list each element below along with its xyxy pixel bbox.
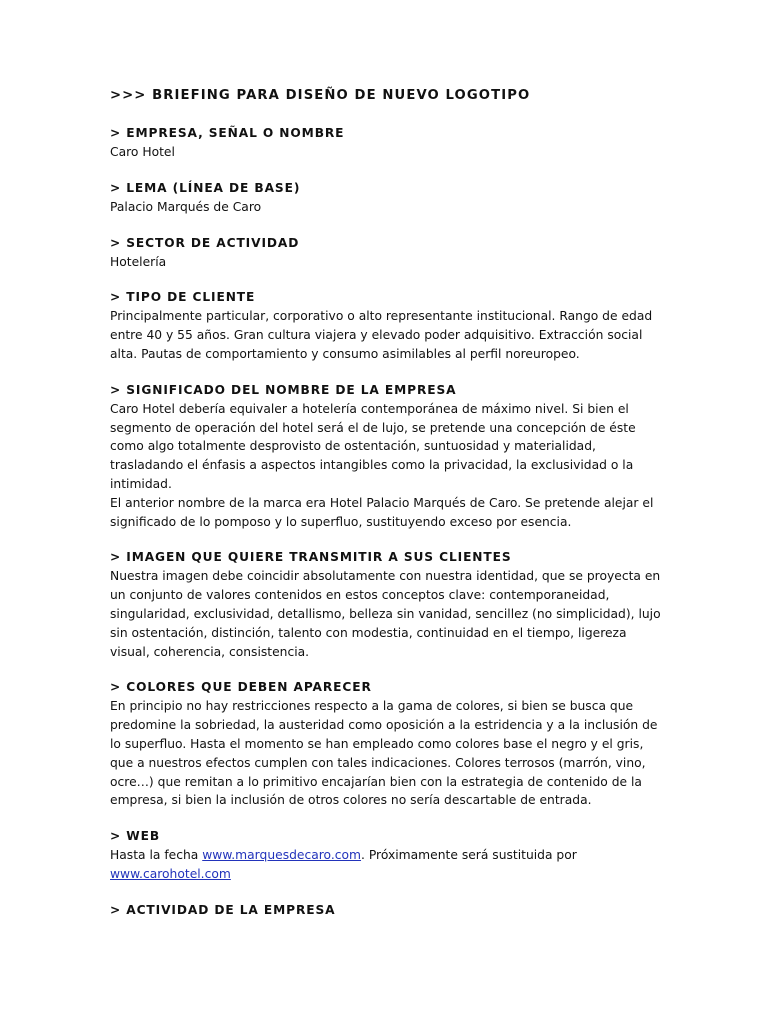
- section-text: Caro Hotel debería equivaler a hotelería contemporánea de máximo nivel. Si bien el segmento de operación del hotel será el de lujo, se pretende una concepción de éste como algo totalmente desprovisto de ostentación, suntuosidad y materialidad, trasladando el énfasis a aspectos intangibles como la privacidad, la exclusividad o la intimidad.: [110, 401, 636, 491]
- section-heading: > LEMA (LÍNEA DE BASE): [110, 180, 301, 195]
- web-text: [110, 846, 662, 884]
- section-significado: [110, 381, 662, 532]
- section-imagen: [110, 548, 662, 661]
- web-link-marquesdecaro[interactable]: www.marquesdecaro.com: [202, 848, 362, 863]
- section-heading: > ACTIVIDAD DE LA EMPRESA: [110, 902, 336, 917]
- section-text: Nuestra imagen debe coincidir absolutamente con nuestra identidad, que se proyecta en un conjunto de valores contenidos en estos conceptos clave: contemporaneidad, singularidad, exclusividad, detallismo, belleza sin vanidad, sencillez (no simplicidad), lujo sin ostentación, distinción, talento con modestia, continuidad en el tiempo, ligereza visual, coherencia, consistencia.: [110, 569, 661, 659]
- section-text: En principio no hay restricciones respecto a la gama de colores, si bien se busca que predomine la sobriedad, la austeridad como oposición a la estridencia y a la inclusión de lo superfluo. Hasta el momento se han empleado como colores base el negro y el gris, que a nuestros efectos cumplen con tales indicaciones. Colores terrosos (marrón, vino, ocre…) que remitan a lo primitivo encajarían bien con la estrategia de contenido de la empresa, si bien la inclusión de otros colores no sería descartable de entrada.: [110, 699, 658, 808]
- section-tipo-cliente: [110, 288, 662, 363]
- section-text: Principalmente particular, corporativo o alto representante institucional. Rango de edad entre 40 y 55 años. Gran cultura viajera y elevado poder adquisitivo. Extracción social alta. Pautas de comportamiento y consumo asimilables al perfil noreuropeo.: [110, 309, 653, 361]
- web-text-before: Hasta la fecha: [110, 848, 203, 863]
- section-lema: [110, 179, 662, 217]
- section-heading: > WEB: [110, 829, 161, 844]
- section-heading: > IMAGEN QUE QUIERE TRANSMITIR A SUS CLIENTES: [110, 550, 512, 565]
- section-sector: [110, 234, 662, 272]
- section-heading: > SECTOR DE ACTIVIDAD: [110, 235, 300, 250]
- web-text-middle: . Próximamente será sustituida por: [361, 848, 577, 863]
- section-heading: > TIPO DE CLIENTE: [110, 290, 256, 305]
- document-title: >>> BRIEFING PARA DISEÑO DE NUEVO LOGOTIPO: [110, 88, 531, 103]
- section-heading: > COLORES QUE DEBEN APARECER: [110, 680, 372, 695]
- section-heading: > SIGNIFICADO DEL NOMBRE DE LA EMPRESA: [110, 382, 457, 397]
- section-text: Hotelería: [110, 254, 167, 269]
- section-heading: > EMPRESA, SEÑAL O NOMBRE: [110, 126, 345, 140]
- section-empresa: [110, 124, 662, 162]
- web-link-carohotel[interactable]: www.carohotel.com: [110, 866, 231, 881]
- section-text: El anterior nombre de la marca era Hotel Palacio Marqués de Caro. Se pretende alejar el significado de lo pomposo y lo superfluo, sustituyendo exceso por esencia.: [110, 495, 654, 529]
- section-text: Palacio Marqués de Caro: [110, 199, 262, 214]
- section-text: Caro Hotel: [110, 145, 175, 159]
- document-page: [110, 86, 662, 937]
- section-web: [110, 827, 662, 884]
- section-colores: [110, 678, 662, 810]
- section-actividad: [110, 901, 662, 920]
